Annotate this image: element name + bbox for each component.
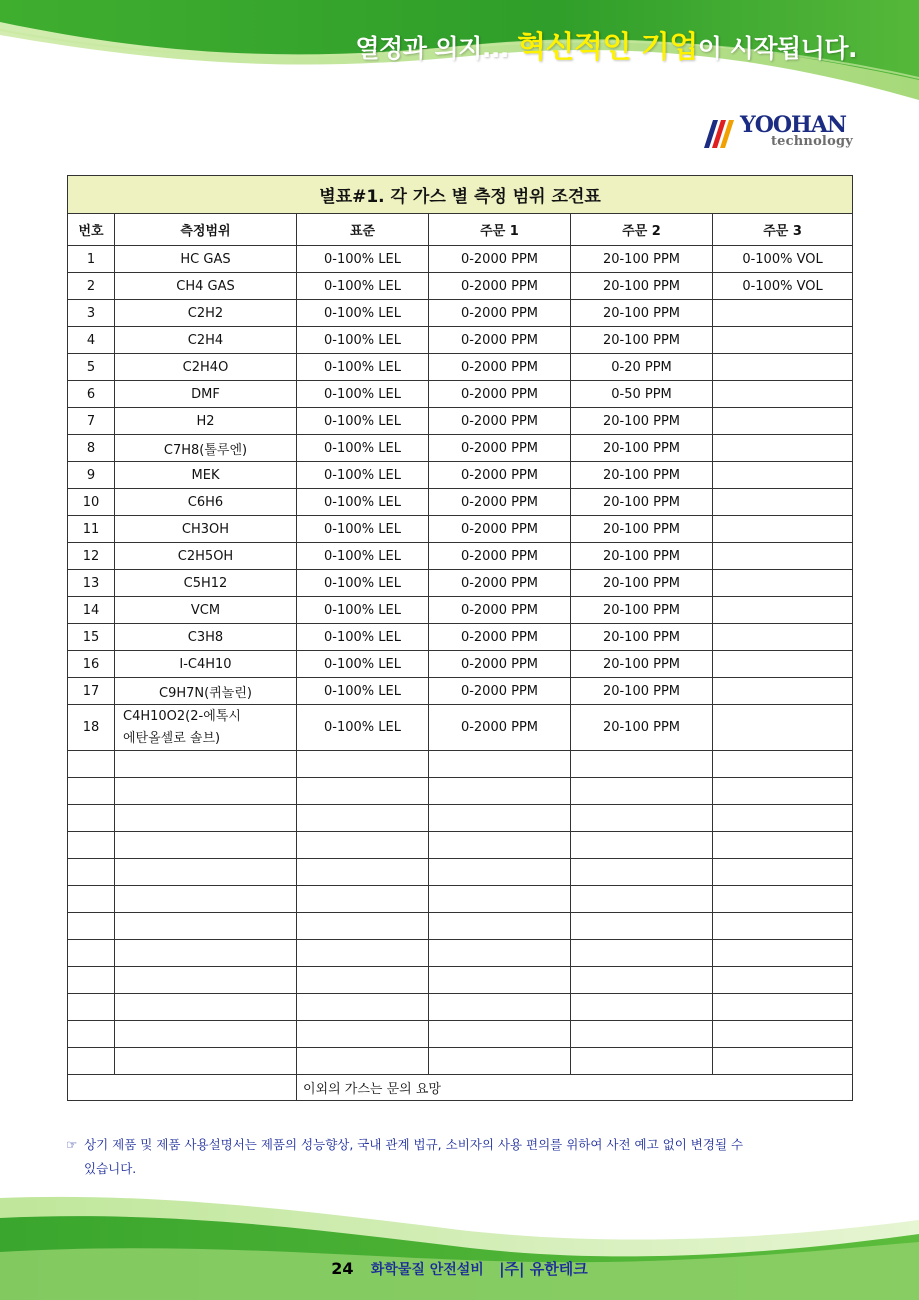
empty-cell [115,1021,297,1048]
cell-standard: 0-100% LEL [297,705,429,751]
table-row [68,381,853,408]
cell-no: 5 [68,354,115,381]
cell-gas-name: C2H2 [115,300,297,327]
cell-order2: 20-100 PPM [571,543,713,570]
empty-cell [115,913,297,940]
empty-cell [571,886,713,913]
cell-order1: 0-2000 PPM [429,381,571,408]
empty-cell [297,967,429,994]
empty-cell [713,805,853,832]
cell-gas-name: C7H8(톨루엔) [115,435,297,462]
empty-cell [429,859,571,886]
table-row-empty [68,913,853,940]
cell-order1: 0-2000 PPM [429,678,571,705]
empty-cell [571,805,713,832]
table-row-empty [68,778,853,805]
cell-order2: 20-100 PPM [571,462,713,489]
cell-no: 11 [68,516,115,543]
cell-order1: 0-2000 PPM [429,651,571,678]
table-row [68,489,853,516]
cell-order2: 20-100 PPM [571,435,713,462]
cell-order1: 0-2000 PPM [429,570,571,597]
empty-cell [297,940,429,967]
cell-no: 2 [68,273,115,300]
cell-gas-name: MEK [115,462,297,489]
table-row [68,408,853,435]
table-row [68,624,853,651]
col-header-range: 측정범위 [115,214,297,246]
table-empty-rows [68,751,853,1075]
table-row-empty [68,1021,853,1048]
cell-order3: 0-100% VOL [713,246,853,273]
empty-cell [297,805,429,832]
cell-order2: 20-100 PPM [571,516,713,543]
pointing-hand-icon: ☞ [66,1137,78,1152]
empty-cell [297,832,429,859]
col-header-no: 번호 [68,214,115,246]
cell-gas-name: HC GAS [115,246,297,273]
empty-cell [571,1021,713,1048]
cell-no: 15 [68,624,115,651]
cell-order1: 0-2000 PPM [429,516,571,543]
cell-standard: 0-100% LEL [297,543,429,570]
empty-cell [429,913,571,940]
table-row [68,300,853,327]
empty-cell [429,778,571,805]
cell-standard: 0-100% LEL [297,570,429,597]
cell-order2: 20-100 PPM [571,651,713,678]
cell-standard: 0-100% LEL [297,354,429,381]
empty-cell [115,994,297,1021]
cell-order1: 0-2000 PPM [429,408,571,435]
empty-cell [571,859,713,886]
slogan-prefix: 열정과 의지... [355,34,509,63]
cell-standard: 0-100% LEL [297,489,429,516]
cell-gas-name: H2 [115,408,297,435]
empty-cell [115,859,297,886]
cell-order1: 0-2000 PPM [429,327,571,354]
cell-standard: 0-100% LEL [297,327,429,354]
empty-cell [115,940,297,967]
table-title: 별표#1. 각 가스 별 측정 범위 조견표 [68,176,853,214]
empty-cell [115,886,297,913]
header-banner [0,0,919,110]
empty-cell [571,751,713,778]
empty-cell [713,1048,853,1075]
cell-order1: 0-2000 PPM [429,489,571,516]
empty-cell [429,1021,571,1048]
cell-gas-name: DMF [115,381,297,408]
empty-cell [713,751,853,778]
cell-order2: 20-100 PPM [571,273,713,300]
cell-standard: 0-100% LEL [297,300,429,327]
empty-cell [115,1048,297,1075]
empty-cell [429,805,571,832]
cell-order1: 0-2000 PPM [429,543,571,570]
cell-standard: 0-100% LEL [297,462,429,489]
slogan-suffix: 이 시작됩니다. [697,34,857,63]
empty-cell [713,967,853,994]
empty-cell [297,913,429,940]
cell-standard: 0-100% LEL [297,597,429,624]
empty-cell [115,778,297,805]
cell-order2: 20-100 PPM [571,678,713,705]
logo-subtitle: technology [770,134,853,149]
cell-order2: 20-100 PPM [571,597,713,624]
cell-order3 [713,462,853,489]
empty-cell [571,913,713,940]
cell-order2: 0-50 PPM [571,381,713,408]
cell-order2: 20-100 PPM [571,705,713,751]
table-row [68,327,853,354]
col-header-order3: 주문 3 [713,214,853,246]
cell-gas-name: C2H4 [115,327,297,354]
cell-order3 [713,570,853,597]
cell-order3 [713,624,853,651]
table-row [68,570,853,597]
cell-standard: 0-100% LEL [297,516,429,543]
slogan-highlight: 혁신적인 기업 [517,30,698,65]
notice-line1: 상기 제품 및 제품 사용설명서는 제품의 성능향상, 국내 관계 법규, 소비자의 사용 편의를 위하여 사전 예고 없이 변경될 수 [84,1137,744,1152]
cell-no: 3 [68,300,115,327]
cell-no: 6 [68,381,115,408]
empty-cell [571,994,713,1021]
empty-cell [571,1048,713,1075]
empty-cell [297,886,429,913]
cell-standard: 0-100% LEL [297,273,429,300]
empty-cell [68,967,115,994]
empty-cell [713,778,853,805]
empty-cell [571,778,713,805]
empty-cell [429,940,571,967]
empty-cell [713,994,853,1021]
empty-cell [115,805,297,832]
cell-order1: 0-2000 PPM [429,246,571,273]
cell-no: 18 [68,705,115,751]
cell-gas-name: I-C4H10 [115,651,297,678]
footer-wave-graphic [0,1190,919,1300]
empty-cell [297,751,429,778]
empty-cell [68,994,115,1021]
cell-standard: 0-100% LEL [297,408,429,435]
cell-order3 [713,435,853,462]
cell-gas-name: C5H12 [115,570,297,597]
cell-no: 13 [68,570,115,597]
cell-order1: 0-2000 PPM [429,354,571,381]
cell-order3 [713,597,853,624]
empty-cell [429,886,571,913]
table-row [68,597,853,624]
empty-cell [115,832,297,859]
empty-cell [68,913,115,940]
table-row [68,543,853,570]
empty-cell [297,1021,429,1048]
cell-order3 [713,543,853,570]
empty-cell [297,859,429,886]
cell-standard: 0-100% LEL [297,435,429,462]
table-row [68,705,853,751]
footer-banner [0,1190,919,1300]
cell-no: 4 [68,327,115,354]
empty-cell [68,751,115,778]
header-slogan [355,22,857,66]
company-logo [700,112,860,154]
cell-gas-name: C2H5OH [115,543,297,570]
table-row-empty [68,940,853,967]
empty-cell [571,967,713,994]
cell-gas-name: C6H6 [115,489,297,516]
company-name: |주| 유한테크 [499,1260,588,1278]
logo-wordmark: YOOHAN [740,112,846,138]
cell-order3 [713,354,853,381]
notice-text [66,1133,856,1181]
table-body [68,246,853,751]
cell-gas-name: CH3OH [115,516,297,543]
notice-line2: 있습니다. [84,1161,137,1176]
table-row-empty [68,832,853,859]
table-row [68,246,853,273]
table-row [68,273,853,300]
empty-cell [68,832,115,859]
table-row [68,678,853,705]
cell-order2: 20-100 PPM [571,624,713,651]
logo-slashes-icon [700,114,740,150]
cell-order2: 20-100 PPM [571,300,713,327]
cell-no: 10 [68,489,115,516]
empty-cell [571,940,713,967]
cell-standard: 0-100% LEL [297,381,429,408]
empty-cell [713,940,853,967]
cell-order1: 0-2000 PPM [429,435,571,462]
table-row [68,462,853,489]
cell-order1: 0-2000 PPM [429,300,571,327]
empty-cell [713,1021,853,1048]
empty-cell [429,832,571,859]
cell-gas-name [115,705,297,751]
empty-cell [68,778,115,805]
col-header-order2: 주문 2 [571,214,713,246]
empty-cell [68,1048,115,1075]
col-header-standard: 표준 [297,214,429,246]
table-row [68,435,853,462]
cell-no: 14 [68,597,115,624]
cell-standard: 0-100% LEL [297,651,429,678]
cell-order3: 0-100% VOL [713,273,853,300]
gas-name-line2: 에탄올셀로 솔브) [123,730,221,746]
gas-name-line1: C4H10O2(2-에톡시 [123,708,241,724]
empty-cell [297,1048,429,1075]
table-header-row [68,214,853,246]
empty-cell [713,832,853,859]
cell-gas-name: VCM [115,597,297,624]
empty-cell [68,805,115,832]
cell-no: 16 [68,651,115,678]
cell-standard: 0-100% LEL [297,678,429,705]
empty-cell [713,913,853,940]
gas-range-table [67,175,853,1101]
table-row [68,516,853,543]
cell-order1: 0-2000 PPM [429,597,571,624]
footer-text [0,1258,919,1279]
cell-order1: 0-2000 PPM [429,705,571,751]
gas-range-table-container [67,175,852,1101]
cell-order2: 20-100 PPM [571,408,713,435]
cell-order1: 0-2000 PPM [429,624,571,651]
empty-cell [68,886,115,913]
cell-gas-name: CH4 GAS [115,273,297,300]
cell-order3 [713,408,853,435]
table-row-empty [68,859,853,886]
cell-order1: 0-2000 PPM [429,462,571,489]
table-row-empty [68,967,853,994]
empty-cell [429,1048,571,1075]
cell-order3 [713,381,853,408]
table-row-empty [68,751,853,778]
table-footer-row [68,1075,853,1101]
cell-order3 [713,516,853,543]
cell-no: 12 [68,543,115,570]
cell-no: 8 [68,435,115,462]
empty-cell [297,994,429,1021]
empty-cell [429,994,571,1021]
cell-order3 [713,705,853,751]
table-row-empty [68,1048,853,1075]
empty-cell [713,886,853,913]
cell-order3 [713,651,853,678]
cell-no: 7 [68,408,115,435]
cell-no: 17 [68,678,115,705]
table-row [68,651,853,678]
empty-cell [429,967,571,994]
table-footer-note: 이외의 가스는 문의 요망 [297,1075,853,1101]
empty-cell [713,859,853,886]
empty-cell [115,967,297,994]
table-row-empty [68,805,853,832]
empty-cell [571,832,713,859]
cell-order3 [713,678,853,705]
cell-order3 [713,489,853,516]
table-row-empty [68,994,853,1021]
cell-standard: 0-100% LEL [297,246,429,273]
cell-standard: 0-100% LEL [297,624,429,651]
cell-order2: 20-100 PPM [571,570,713,597]
page-number: 24 [331,1259,354,1278]
empty-cell [68,940,115,967]
cell-no: 9 [68,462,115,489]
cell-gas-name: C2H4O [115,354,297,381]
cell-gas-name: C3H8 [115,624,297,651]
empty-cell [68,1021,115,1048]
table-row-empty [68,886,853,913]
cell-order2: 20-100 PPM [571,246,713,273]
book-title: 화학물질 안전설비 [370,1262,484,1278]
col-header-order1: 주문 1 [429,214,571,246]
table-row [68,354,853,381]
empty-cell [297,778,429,805]
footer-empty-cell [68,1075,297,1101]
cell-order3 [713,327,853,354]
empty-cell [68,859,115,886]
cell-order2: 20-100 PPM [571,489,713,516]
cell-order2: 0-20 PPM [571,354,713,381]
empty-cell [429,751,571,778]
cell-gas-name: C9H7N(퀴놀린) [115,678,297,705]
cell-order1: 0-2000 PPM [429,273,571,300]
empty-cell [115,751,297,778]
cell-no: 1 [68,246,115,273]
cell-order2: 20-100 PPM [571,327,713,354]
cell-order3 [713,300,853,327]
